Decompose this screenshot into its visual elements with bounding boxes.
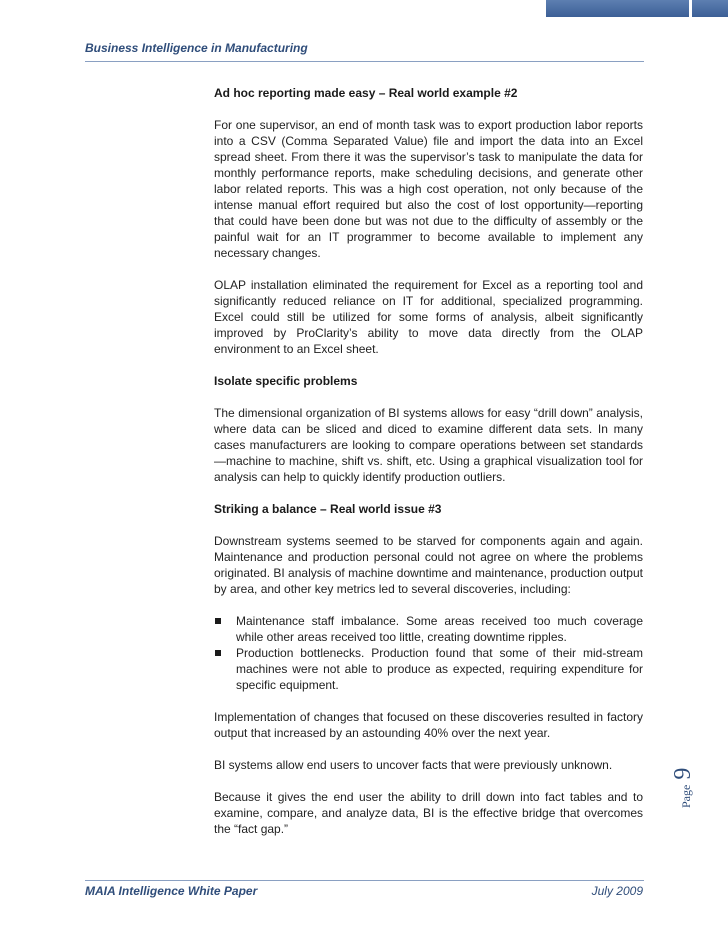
footer-date: July 2009: [591, 884, 643, 898]
page-number: 9: [670, 767, 696, 780]
list-item-text: Maintenance staff imbalance. Some areas received too much coverage while other areas received too little, creating downtime ripples.: [236, 614, 643, 644]
paragraph: Downstream systems seemed to be starved for components again and again. Maintenance and production personal could not agree on where the problems originated. BI analysis of machine downtime and maintenance, production output by area, and other key metrics led to several discoveries, including:: [214, 534, 643, 596]
discoveries-list: [214, 613, 643, 693]
square-bullet-icon: [215, 650, 221, 656]
footer-rule: [85, 880, 644, 881]
paragraph: The dimensional organization of BI systems allows for easy “drill down” analysis, where data can be sliced and diced to examine different data sets. In many cases manufacturers are looking to compare operations between set standards—machine to machine, shift vs. shift, etc. Using a graphical visualization tool for analysis can help to quickly identify production outliers.: [214, 406, 643, 484]
list-item: [214, 613, 643, 645]
section-heading-ad-hoc-reporting: Ad hoc reporting made easy – Real world example #2: [214, 86, 518, 100]
corner-decoration-bar: [546, 0, 728, 17]
corner-bar-notch: [689, 0, 692, 17]
page-number-label: [670, 768, 697, 808]
list-item-text: Production bottlenecks. Production found that some of their mid-stream machines were not able to produce as expected, requiring expenditure for specific equipment.: [236, 646, 643, 692]
header-rule: [85, 61, 644, 62]
paragraph: Implementation of changes that focused on these discoveries resulted in factory output that increased by an astounding 40% over the next year.: [214, 710, 643, 740]
paragraph: BI systems allow end users to uncover facts that were previously unknown.: [214, 758, 613, 772]
list-item: [214, 645, 643, 693]
section-heading-striking-balance: Striking a balance – Real world issue #3: [214, 502, 442, 516]
paragraph: OLAP installation eliminated the requirement for Excel as a reporting tool and significantly reduced reliance on IT for additional, specialized programming. Excel could still be utilized for some forms of analysis, albeit significantly improved by ProClarity’s ability to move data directly from the OLAP environment to an Excel sheet.: [214, 278, 643, 356]
square-bullet-icon: [215, 618, 221, 624]
footer-title: MAIA Intelligence White Paper: [85, 884, 258, 898]
section-heading-isolate-problems: Isolate specific problems: [214, 374, 358, 388]
page-word: Page: [679, 784, 693, 808]
main-content: [214, 85, 643, 853]
running-header: Business Intelligence in Manufacturing: [85, 41, 308, 55]
paragraph: Because it gives the end user the ability to drill down into fact tables and to examine, compare, and analyze data, BI is the effective bridge that overcomes the “fact gap.”: [214, 790, 643, 836]
paragraph: For one supervisor, an end of month task was to export production labor reports into a CSV (Comma Separated Value) file and import the data into an Excel spread sheet. From there it was the supervisor’s task to manipulate the data for monthly performance reports, make scheduling decisions, and generate other labor related reports. This was a high cost operation, not only because of the intense manual effort required but also the cost of lost opportunity—reporting that could have been done but was not due to the difficulty of assembly or the painful wait for an IT programmer to become available to implement any necessary changes.: [214, 118, 643, 260]
